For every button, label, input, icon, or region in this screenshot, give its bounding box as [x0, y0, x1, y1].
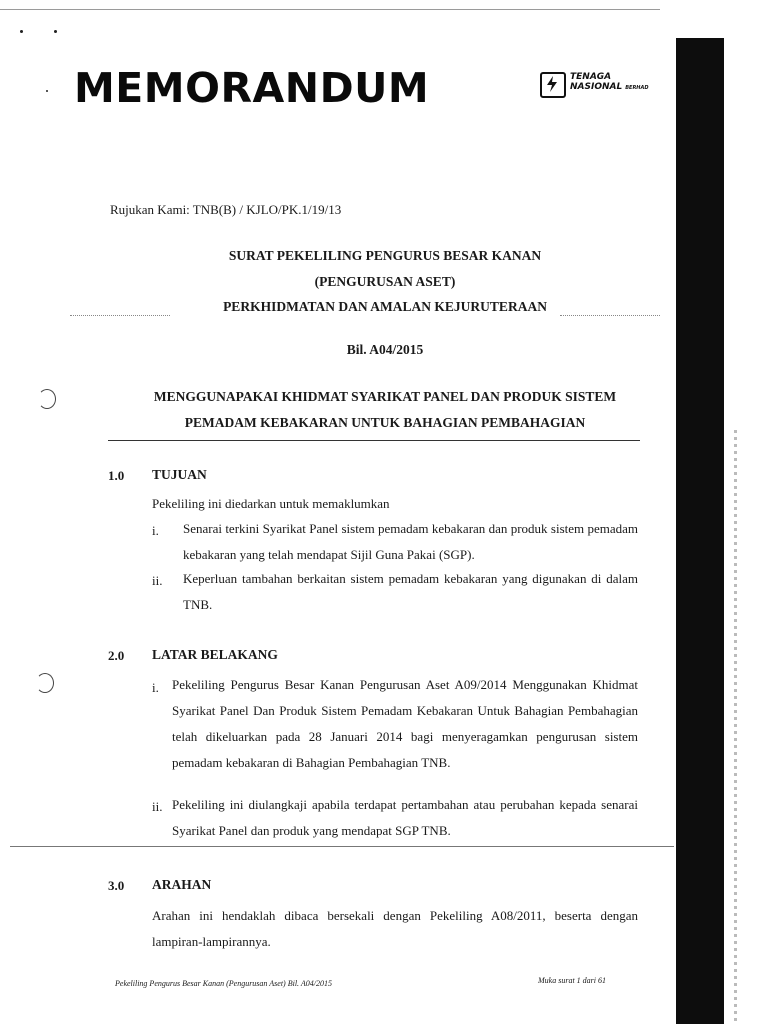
- logo-line-2: NASIONAL: [570, 82, 623, 92]
- section-title: TUJUAN: [152, 467, 207, 482]
- section-body: Arahan ini hendaklah dibaca bersekali dengan Pekeliling A08/2011, beserta dengan lampiran-lampirannya.: [152, 908, 638, 949]
- section-intro: Pekeliling ini diedarkan untuk memaklumkan: [152, 496, 390, 511]
- list-item-text: Pekeliling Pengurus Besar Kanan Pengurusan Aset A09/2014 Menggunakan Khidmat Syarikat Panel Dan Produk Sistem Pemadam Kebakaran Untuk Bahagian Pembahagian telah dikeluarkan pada 28 Januari 2014 bagi menyeragamkan pengurusan sistem pemadam kebakaran di Bahagian Pembahagian TNB.: [172, 677, 638, 770]
- punch-hole-bottom: [36, 673, 54, 693]
- subject-underline: [108, 440, 640, 441]
- scan-black-bar: [676, 38, 724, 1024]
- tnb-logo-icon: [540, 72, 566, 98]
- scan-speck: [54, 30, 57, 33]
- scan-top-line: [0, 9, 660, 10]
- subject-line-2: PEMADAM KEBAKARAN UNTUK BAHAGIAN PEMBAHAGIAN: [184, 415, 586, 430]
- section-title: LATAR BELAKANG: [152, 647, 278, 662]
- list-marker: i.: [152, 523, 159, 538]
- scan-fold-line: [10, 846, 674, 847]
- list-item-text: Senarai terkini Syarikat Panel sistem pemadam kebakaran dan produk sistem pemadam kebakaran yang telah mendapat Sijil Guna Pakai (SGP).: [183, 521, 638, 562]
- page-number: Muka surat 1 dari 61: [538, 976, 606, 985]
- section-number: 3.0: [108, 878, 125, 893]
- section-number: 2.0: [108, 648, 125, 663]
- circular-title-line-3: PERKHIDMATAN DAN AMALAN KEJURUTERAAN: [223, 299, 547, 314]
- scan-speck: [46, 90, 48, 92]
- punch-hole-top: [38, 389, 56, 409]
- list-marker: i.: [152, 680, 159, 695]
- list-item-text: Keperluan tambahan berkaitan sistem pemadam kebakaran yang digunakan di dalam TNB.: [183, 571, 638, 612]
- circular-number: Bil. A04/2015: [346, 342, 424, 357]
- scan-speck: [20, 30, 23, 33]
- subject-line-1: MENGGUNAPAKAI KHIDMAT SYARIKAT PANEL DAN PRODUK SISTEM: [153, 389, 617, 404]
- reference-number: Rujukan Kami: TNB(B) / KJLO/PK.1/19/13: [110, 202, 342, 217]
- circular-title-line-2: (PENGURUSAN ASET): [314, 274, 456, 289]
- section-number: 1.0: [108, 468, 125, 483]
- scan-edge-noise: [734, 430, 737, 1024]
- memo-title: MEMORANDUM: [74, 64, 430, 112]
- circular-title-line-1: SURAT PEKELILING PENGURUS BESAR KANAN: [228, 248, 542, 263]
- list-marker: ii.: [152, 573, 163, 588]
- dotted-line: [70, 315, 170, 316]
- company-logo: [540, 72, 649, 98]
- list-item-text: Pekeliling ini diulangkaji apabila terdapat pertambahan atau perubahan kepada senarai Syarikat Panel dan produk yang mendapat SGP TNB.: [172, 797, 638, 838]
- footer-reference: Pekeliling Pengurus Besar Kanan (Pengurusan Aset) Bil. A04/2015: [115, 979, 333, 988]
- list-marker: ii.: [152, 799, 163, 814]
- logo-line-2-suffix: BERHAD: [625, 85, 649, 91]
- section-title: ARAHAN: [152, 877, 212, 892]
- dotted-line: [560, 315, 660, 316]
- logo-line-1: TENAGA: [570, 72, 612, 82]
